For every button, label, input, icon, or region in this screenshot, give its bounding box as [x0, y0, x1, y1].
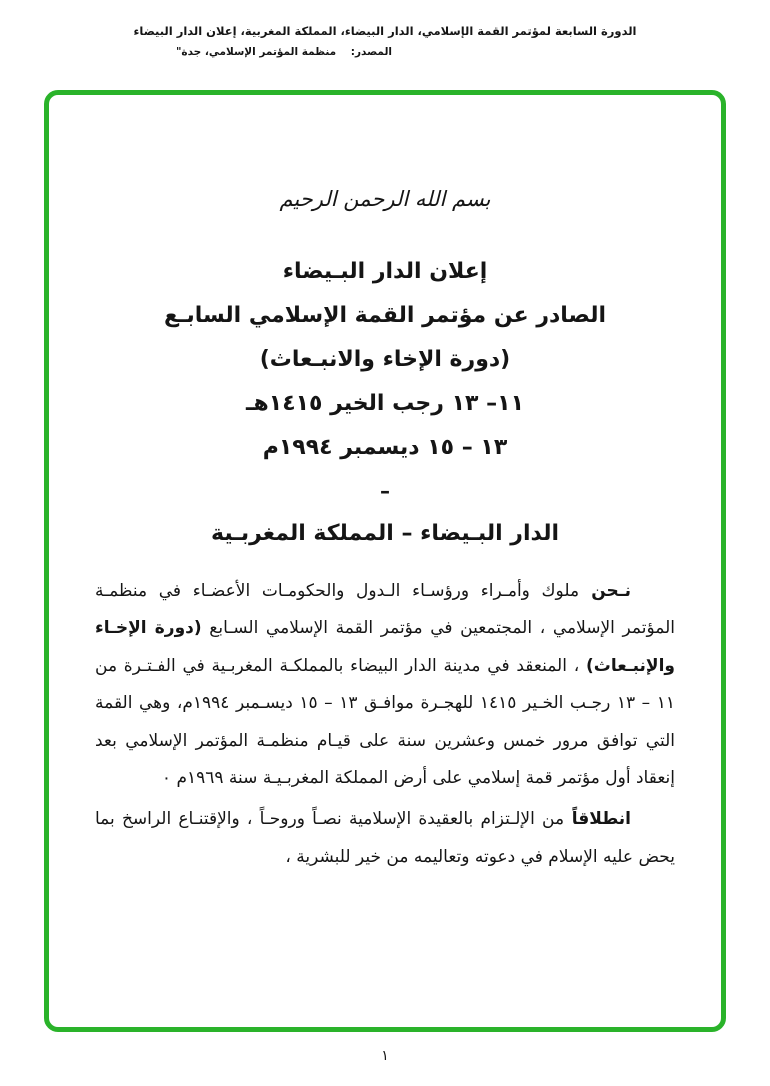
basmala-calligraphy: بسم الله الرحمن الرحيم [279, 187, 491, 211]
header-source-line: المصدر: منظمة المؤتمر الإسلامي، جدة" [175, 46, 392, 58]
page-number: ١ [381, 1048, 389, 1064]
hijri-date: ١١– ١٣ رجب الخير ١٤١٥هـ [245, 391, 524, 416]
paragraph-intilaqan [95, 801, 675, 876]
paragraph-text: ملوك وأمـراء ورؤسـاء الـدول والحكومـات الأعضـاء في منظمـة المؤتمر الإسلامي ، المجتمعين في مؤتمر القمة الإسلامي السـابع [95, 581, 675, 639]
gregorian-date: ١٣ – ١٥ ديسمبر ١٩٩٤م [262, 435, 508, 460]
header-title-line: الدورة السابعة لمؤتمر القمة الإسلامي، الدار البيضاء، المملكة المغربية، إعلان الدار البيضاء [133, 24, 637, 38]
lead-word: انطلاقاً [564, 809, 631, 830]
scan-header [0, 24, 770, 58]
declaration-title: إعلان الدار البـيضاء [282, 259, 488, 284]
location-line: الدار البـيضاء – المملكة المغربـية [211, 521, 559, 546]
paragraph-text: من الإلـتزام بالعقيدة الإسلامية نصـاً وروحـاً ، والإقتنـاع الراسخ بما يحض عليه الإسلام في دعوته وتعاليمه من خير للبشرية ، [95, 809, 675, 867]
title-block [49, 261, 721, 545]
green-border-frame [44, 90, 726, 1032]
bold-phrase-session: (دورة الإخـاء والإنبـعاث) [95, 618, 675, 676]
paragraph-text: ، المنعقد في مدينة الدار البيضاء بالمملكـة المغربـية في الفـتـرة من ١١ – ١٣ رجـب الخـير ١٤١٥ للهجـرة موافـق ١٣ – ١٥ ديسـمبر ١٩٩٤م، وهي القمة التي توافق مرور خمس وعشرين سنة على قيـام منظمـة المؤتمر الإسلامي بعد إنعقاد أول مؤتمر قمة إسلامي على أرض المملكة المغربـيـة سنة ١٩٦٩م ٠ [95, 655, 675, 788]
body-text [49, 573, 721, 876]
lead-word: نـحن [579, 581, 632, 601]
session-name: (دورة الإخاء والانبـعاث) [259, 347, 511, 372]
declaration-subtitle: الصادر عن مؤتمر القمة الإسلامي السابـع [163, 303, 607, 328]
paragraph-preamble [95, 573, 675, 797]
separator-dash: – [380, 479, 390, 503]
